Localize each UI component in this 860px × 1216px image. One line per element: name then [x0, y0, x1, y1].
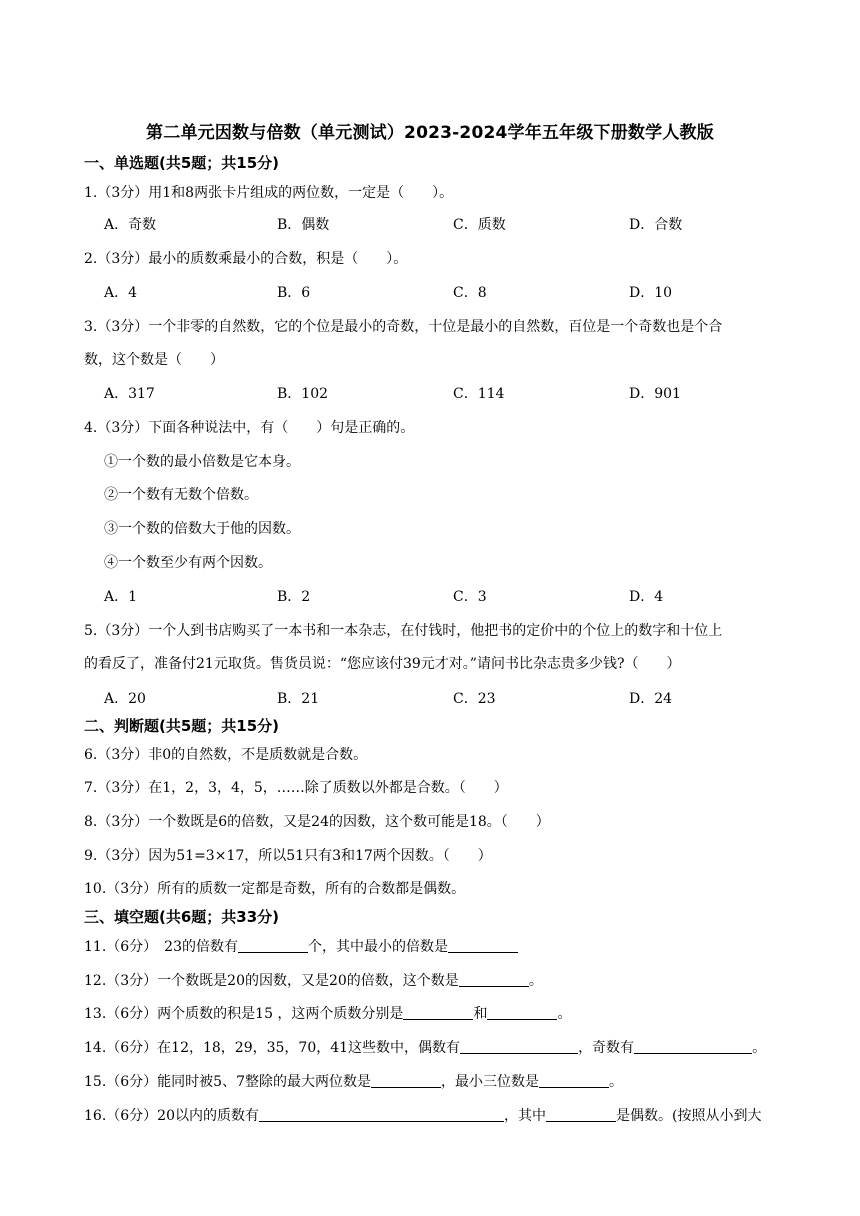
q16-text-1: 16.（6分）20以内的质数有: [84, 1108, 259, 1124]
q15-answer-blank-1[interactable]: [371, 1073, 441, 1088]
q13-text-2: 和: [473, 1006, 488, 1022]
q4-option-b: B．2: [277, 589, 311, 605]
q14-text-1: 14.（6分）在12，18，29，35，70，41这些数中，偶数有: [84, 1040, 461, 1056]
q14-text-3: 。: [752, 1040, 767, 1056]
question-2: 2.（3分）最小的质数乘最小的合数，积是（ ）。: [84, 251, 408, 267]
q14-text-2: ，奇数有: [578, 1040, 635, 1056]
q4-option-a: A．1: [104, 589, 138, 605]
question-3-line-2: 数，这个数是（ ）: [84, 352, 224, 368]
q11-text-2: 个，其中最小的倍数是: [308, 939, 448, 955]
question-11: [84, 936, 518, 956]
q5-option-b: B．21: [277, 691, 320, 707]
q4-statement-1: ①一个数的最小倍数是它本身。: [104, 454, 300, 470]
q3-option-b: B．102: [277, 386, 329, 402]
question-9: 9.（3分）因为51=3×17，所以51只有3和17两个因数。（ ）: [84, 848, 492, 864]
q15-text-2: ，最小三位数是: [441, 1074, 539, 1090]
q5-option-d: D．24: [629, 691, 673, 707]
q14-answer-blank-1[interactable]: [460, 1039, 578, 1054]
q2-option-d: D．10: [629, 285, 673, 301]
question-15: [84, 1071, 623, 1091]
q1-option-a: A．奇数: [104, 217, 157, 233]
q16-answer-blank-1[interactable]: [259, 1107, 504, 1122]
question-5-line-1: 5.（3分）一个人到书店购买了一本书和一本杂志，在付钱时，他把书的定价中的个位上的数字和十位上: [84, 623, 723, 639]
q4-statement-4: ④一个数至少有两个因数。: [104, 555, 272, 571]
q12-text-1: 12.（3分）一个数既是20的因数，又是20的倍数，这个数是: [84, 973, 459, 989]
q5-option-a: A．20: [104, 691, 146, 707]
q4-statement-2: ②一个数有无数个倍数。: [104, 487, 258, 503]
q16-answer-blank-2[interactable]: [546, 1107, 616, 1122]
q4-statement-3: ③一个数的倍数大于他的因数。: [104, 521, 300, 537]
q1-option-d: D．合数: [629, 217, 683, 233]
q14-answer-blank-2[interactable]: [634, 1039, 752, 1054]
q11-answer-blank-2[interactable]: [448, 938, 518, 953]
question-12: [84, 970, 543, 990]
q4-option-d: D．4: [629, 589, 664, 605]
q15-text-1: 15.（6分）能同时被5、7整除的最大两位数是: [84, 1074, 371, 1090]
q2-option-c: C．8: [453, 285, 487, 301]
question-13: [84, 1003, 571, 1023]
q12-text-2: 。: [528, 973, 543, 989]
q16-text-2: ，其中: [504, 1108, 546, 1124]
question-6: 6.（3分）非0的自然数，不是质数就是合数。: [84, 747, 368, 763]
question-10: 10.（3分）所有的质数一定都是奇数，所有的合数都是偶数。: [84, 881, 466, 897]
q12-answer-blank[interactable]: [459, 972, 529, 987]
q4-option-c: C．3: [453, 589, 487, 605]
section-heading-single-choice: 一、单选题(共5题；共15分): [84, 154, 280, 172]
section-heading-true-false: 二、判断题(共5题；共15分): [84, 717, 280, 735]
q3-option-a: A．317: [104, 386, 155, 402]
page-title: 第二单元因数与倍数（单元测试）2023-2024学年五年级下册数学人教版: [146, 123, 714, 143]
q2-option-b: B．6: [277, 285, 311, 301]
question-4: 4.（3分）下面各种说法中，有（ ）句是正确的。: [84, 420, 415, 436]
q1-option-b: B．偶数: [277, 217, 330, 233]
q13-answer-blank-2[interactable]: [487, 1005, 557, 1020]
q3-option-d: D．901: [629, 386, 681, 402]
question-3-line-1: 3.（3分）一个非零的自然数，它的个位是最小的奇数，十位是最小的自然数，百位是一个奇数也是个合: [84, 319, 723, 335]
q16-text-3: 是偶数。(按照从小到大: [616, 1108, 762, 1124]
q11-answer-blank-1[interactable]: [238, 938, 308, 953]
question-1: 1.（3分）用1和8两张卡片组成的两位数，一定是（ ）。: [84, 185, 454, 201]
question-7: 7.（3分）在1，2，3，4，5，……除了质数以外都是合数。（ ）: [84, 780, 508, 796]
q13-text-3: 。: [557, 1006, 572, 1022]
q1-option-c: C．质数: [453, 217, 506, 233]
section-heading-fill-blank: 三、填空题(共6题；共33分): [84, 908, 280, 926]
q15-text-3: 。: [609, 1074, 623, 1090]
q3-option-c: C．114: [453, 386, 505, 402]
q11-text-1: 11.（6分） 23的倍数有: [84, 939, 238, 955]
question-8: 8.（3分）一个数既是6的倍数，又是24的因数，这个数可能是18。（ ）: [84, 814, 550, 830]
question-14: [84, 1037, 766, 1057]
q2-option-a: A．4: [104, 285, 138, 301]
q5-option-c: C．23: [453, 691, 496, 707]
q13-answer-blank-1[interactable]: [403, 1005, 473, 1020]
q13-text-1: 13.（6分）两个质数的积是15 ，这两个质数分别是: [84, 1006, 404, 1022]
q15-answer-blank-2[interactable]: [539, 1073, 609, 1088]
question-5-line-2: 的看反了，准备付21元取货。售货员说：“您应该付39元才对。”请问书比杂志贵多少钱?（ ）: [84, 656, 681, 672]
question-16: [84, 1105, 761, 1125]
